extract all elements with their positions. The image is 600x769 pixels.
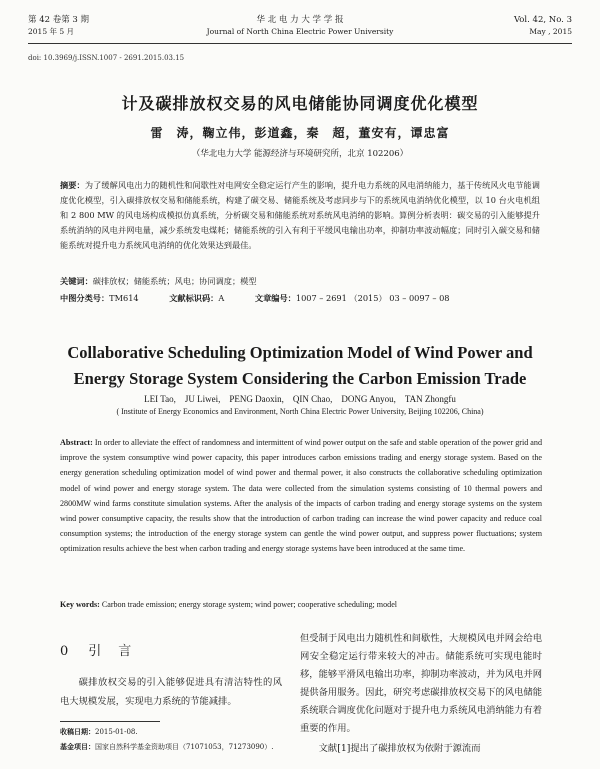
authors-cn: 雷 涛，鞠立伟，彭道鑫，秦 超，董安有，谭忠富 [150,126,450,140]
article-number [255,293,464,303]
abstract-en-text: In order to alleviate the effect of randomness and intermittent of wind power output on the safe and stable operation of the power grid and improve the system consumptive wind power capacity, this paper introduces carbon emissions trading and energy storage system. Based on the energy generation scheduling optimization model of wind power and thermal power, it also constructs the collaborative scheduling optimization model of wind power and energy storage system. The data were collected from the simulation systems consisting of 10 thermal powers and 2800MW wind farms constitute simulation systems. After the analysis of the impacts of carbon trading and energy storage systems on the system wind power consumptive capacity, the results show that the introduction of carbon trading can increase the wind power capacity and reduce coal consumption systems; the introduction of the energy storage system can gentle the wind power output, and suppress power fluctuations; system optimization results achieve the best when carbon trading and energy storage systems have been introduced at the same time. [60,438,542,554]
keywords-cn-label: 关键词： [60,276,93,286]
abstract-en [60,435,542,557]
keywords-en [60,600,542,609]
affiliation-en: ( Institute of Energy Economics and Environment, North China Electric Power University, Beijing 102206, China) [116,407,484,416]
article-value: 1007 – 2691 （2015） 03 – 0097 – 08 [295,293,450,303]
date-en: May , 2015 [529,27,572,36]
journal-header [28,10,572,44]
intro-paragraph-right: 但受制于风电出力随机性和间歇性，大规模风电并网会给电网安全稳定运行带来较大的冲击。储能系统可实现电能时移，能够平滑风电输出功率，抑制功率波动，并为风电并网提供备用服务。因此，研究考虑碳排放权交易下的风电储能系统联合调度优化问题对于提升电力系统风电消纳能力有着重要的作用。 [300,633,542,734]
keywords-en-label: Key words: [60,600,100,609]
section-heading [60,640,282,659]
clc-value: TM614 [109,293,139,303]
header-right [514,14,572,38]
title-en-line1: Collaborative Scheduling Optimization Model of Wind Power and [67,343,533,362]
title-cn: 计及碳排放权交易的风电储能协同调度优化模型 [121,94,479,113]
doc-value: A [218,293,225,303]
journal-name-en: Journal of North China Electric Power University [206,27,394,36]
article-label: 文章编号： [254,293,296,303]
doi: doi: 10.3969/j.ISSN.1007 - 2691.2015.03.15 [28,54,185,62]
clc-label: 中图分类号： [60,293,110,303]
issue-date: 2015 年 5 月 [28,27,75,36]
section-number: 0 [60,644,71,659]
intro-paragraph-left: 碳排放权交易的引入能够促进具有清洁特性的风电大规模发展，实现电力系统的节能减排。 [60,677,282,707]
fund-label: 基金项目： [60,743,95,751]
left-column [60,640,282,711]
right-column [300,630,542,758]
keywords-cn [60,276,540,287]
affiliation-cn: （华北电力大学 能源经济与环境研究所，北京 102206） [191,149,409,159]
title-en-line2: Energy Storage System Considering the Carbon Emission Trade [73,369,527,388]
abstract-cn-label: 摘要： [60,180,85,190]
journal-name-cn: 华 北 电 力 大 学 学 报 [256,15,344,25]
title-en [30,340,570,392]
authors-en: LEI Tao, JU Liwei, PENG Daoxin, QIN Chao, DONG Anyou, TAN Zhongfu [144,394,456,404]
footnote-received [60,727,282,737]
doc-code [169,293,238,303]
header-center [28,14,572,38]
abstract-cn-text: 为了缓解风电出力的随机性和间歇性对电网安全稳定运行产生的影响，提升电力系统的风电消纳能力，基于传统风火电节能调度优化模型，引入碳排放权交易和储能系统，构建了碳交易、储能系统及考虑同步与下的系统风电消纳优化模型，以 10 台火电机组和 2 800 MW 的风电场构成模拟仿真系统，分析碳交易和储能系统对系统风电消纳的影响。算例分析表明：碳交易的引入能够提升系统消纳的风电并网电量，减少系统发电煤耗；储能系统的引入有利于平缓风电输出功率，抑制功率波动幅度；同时引入碳交易和储能系统对提升电力系统风电消纳的优化效果达到最佳。 [60,180,540,250]
footnote-fund [60,742,282,752]
abstract-cn [60,178,540,253]
abstract-en-label: Abstract: [60,438,93,447]
doc-label: 文献标识码： [169,293,219,303]
classification-cn [60,293,540,304]
received-label: 收稿日期： [60,728,95,736]
keywords-cn-text: 碳排放权；储能系统；风电；协同调度；模型 [92,276,257,286]
volume-en: Vol. 42, No. 3 [513,15,572,25]
received-date: 2015-01-08. [95,728,138,736]
volume-issue: 第 42 卷第 3 期 [28,15,90,25]
intro-paragraph-right-2: 文献[1]提出了碳排放权为依附于源流而 [318,743,481,754]
clc-number [60,293,153,303]
keywords-en-text: Carbon trade emission; energy storage system; wind power; cooperative scheduling; model [101,600,398,609]
section-title: 引 言 [88,644,134,659]
fund-text: 国家自然科学基金资助项目（71071053，71273090）. [95,743,274,751]
footnote-rule [60,721,160,722]
